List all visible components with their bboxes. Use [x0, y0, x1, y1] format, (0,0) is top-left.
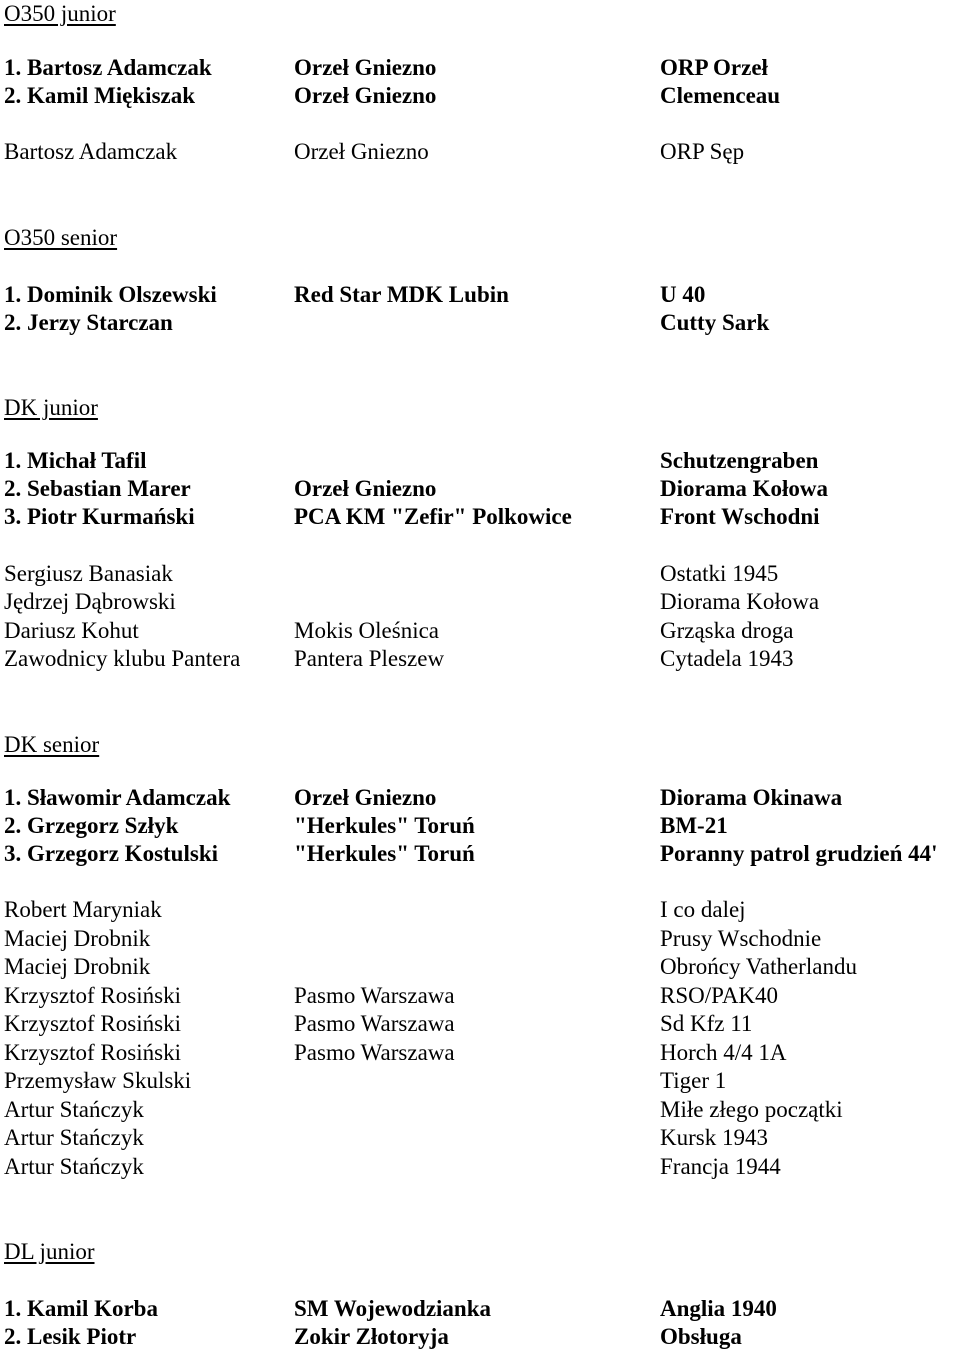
result-row [4, 812, 960, 840]
competitor-name: Artur Stańczyk [4, 1125, 144, 1150]
result-row [4, 1039, 960, 1067]
model-title: Grząska droga [660, 618, 794, 643]
club-name: Orzeł Gniezno [294, 139, 429, 164]
competitor-name: Krzysztof Rosiński [4, 1040, 181, 1065]
result-row [4, 896, 960, 924]
result-row [4, 1295, 960, 1323]
competitor-name: Zawodnicy klubu Pantera [4, 646, 241, 671]
competitor-name: Jędrzej Dąbrowski [4, 589, 176, 614]
competitor-name: 1. Michał Tafil [4, 448, 147, 473]
model-title: Cutty Sark [660, 310, 770, 335]
result-row [4, 982, 960, 1010]
competitor-name: 2. Kamil Miękiszak [4, 83, 196, 108]
competitor-name: 1. Dominik Olszewski [4, 282, 217, 307]
result-row [4, 588, 960, 616]
result-row [4, 138, 960, 166]
competitor-name: Maciej Drobnik [4, 954, 151, 979]
competitor-name: 2. Sebastian Marer [4, 476, 191, 501]
competitor-name: 3. Piotr Kurmański [4, 504, 195, 529]
result-row [4, 953, 960, 981]
result-row [4, 82, 960, 110]
model-title: Diorama Kołowa [660, 476, 829, 501]
competitor-name: Krzysztof Rosiński [4, 983, 181, 1008]
result-row [4, 1323, 960, 1351]
model-title: Tiger 1 [660, 1068, 727, 1093]
section-heading-o350-junior: O350 junior [4, 1, 116, 26]
club-name: Pasmo Warszawa [294, 1011, 455, 1036]
model-title: Obrońcy Vatherlandu [660, 954, 857, 979]
result-row [4, 475, 960, 503]
competitor-name: 1. Kamil Korba [4, 1296, 158, 1321]
result-row [4, 1096, 960, 1124]
club-name: "Herkules" Toruń [294, 813, 475, 838]
result-row [4, 447, 960, 475]
model-title: Kursk 1943 [660, 1125, 768, 1150]
model-title: Horch 4/4 1A [660, 1040, 787, 1065]
model-title: ORP Sęp [660, 139, 745, 164]
result-row [4, 281, 960, 309]
model-title: BM-21 [660, 813, 728, 838]
model-title: Clemenceau [660, 83, 781, 108]
section-heading-dk-senior: DK senior [4, 732, 100, 757]
result-row [4, 840, 960, 868]
result-row [4, 925, 960, 953]
competitor-name: 1. Bartosz Adamczak [4, 55, 212, 80]
club-name: PCA KM "Zefir" Polkowice [294, 504, 572, 529]
result-row [4, 54, 960, 82]
result-row [4, 560, 960, 588]
model-title: Diorama Okinawa [660, 785, 843, 810]
result-row [4, 645, 960, 673]
club-name: Orzeł Gniezno [294, 83, 437, 108]
competitor-name: Przemysław Skulski [4, 1068, 192, 1093]
model-title: Anglia 1940 [660, 1296, 777, 1321]
club-name: "Herkules" Toruń [294, 841, 475, 866]
result-row [4, 617, 960, 645]
model-title: I co dalej [660, 897, 746, 922]
competitor-name: Sergiusz Banasiak [4, 561, 173, 586]
club-name: Orzeł Gniezno [294, 785, 437, 810]
competitor-name: 2. Jerzy Starczan [4, 310, 173, 335]
section-heading-dl-junior: DL junior [4, 1239, 95, 1264]
competitor-name: 2. Grzegorz Szłyk [4, 813, 179, 838]
club-name: SM Wojewodzianka [294, 1296, 492, 1321]
section-heading-dk-junior: DK junior [4, 395, 98, 420]
club-name: Pasmo Warszawa [294, 983, 455, 1008]
model-title: Front Wschodni [660, 504, 820, 529]
club-name: Pasmo Warszawa [294, 1040, 455, 1065]
result-row [4, 503, 960, 531]
competitor-name: Krzysztof Rosiński [4, 1011, 181, 1036]
result-row [4, 1010, 960, 1038]
competitor-name: 2. Lesik Piotr [4, 1324, 137, 1349]
club-name: Pantera Pleszew [294, 646, 445, 671]
model-title: Francja 1944 [660, 1154, 781, 1179]
competitor-name: Dariusz Kohut [4, 618, 139, 643]
model-title: ORP Orzeł [660, 55, 768, 80]
competitor-name: Bartosz Adamczak [4, 139, 178, 164]
model-title: Cytadela 1943 [660, 646, 794, 671]
result-row [4, 309, 960, 337]
model-title: Sd Kfz 11 [660, 1011, 753, 1036]
competitor-name: Artur Stańczyk [4, 1154, 144, 1179]
result-row [4, 1067, 960, 1095]
result-row [4, 784, 960, 812]
result-row [4, 1153, 960, 1181]
competitor-name: Maciej Drobnik [4, 926, 151, 951]
section-heading-o350-senior: O350 senior [4, 225, 118, 250]
model-title: U 40 [660, 282, 706, 307]
club-name: Mokis Oleśnica [294, 618, 440, 643]
model-title: Miłe złego początki [660, 1097, 843, 1122]
club-name: Zokir Złotoryja [294, 1324, 449, 1349]
model-title: Obsługa [660, 1324, 742, 1349]
model-title: Schutzengraben [660, 448, 819, 473]
result-row [4, 1124, 960, 1152]
competitor-name: Artur Stańczyk [4, 1097, 144, 1122]
model-title: RSO/PAK40 [660, 983, 779, 1008]
competitor-name: 1. Sławomir Adamczak [4, 785, 231, 810]
model-title: Prusy Wschodnie [660, 926, 822, 951]
model-title: Diorama Kołowa [660, 589, 820, 614]
club-name: Red Star MDK Lubin [294, 282, 509, 307]
model-title: Ostatki 1945 [660, 561, 779, 586]
model-title: Poranny patrol grudzień 44' [660, 841, 938, 866]
club-name: Orzeł Gniezno [294, 55, 437, 80]
club-name: Orzeł Gniezno [294, 476, 437, 501]
competitor-name: Robert Maryniak [4, 897, 162, 922]
competitor-name: 3. Grzegorz Kostulski [4, 841, 218, 866]
